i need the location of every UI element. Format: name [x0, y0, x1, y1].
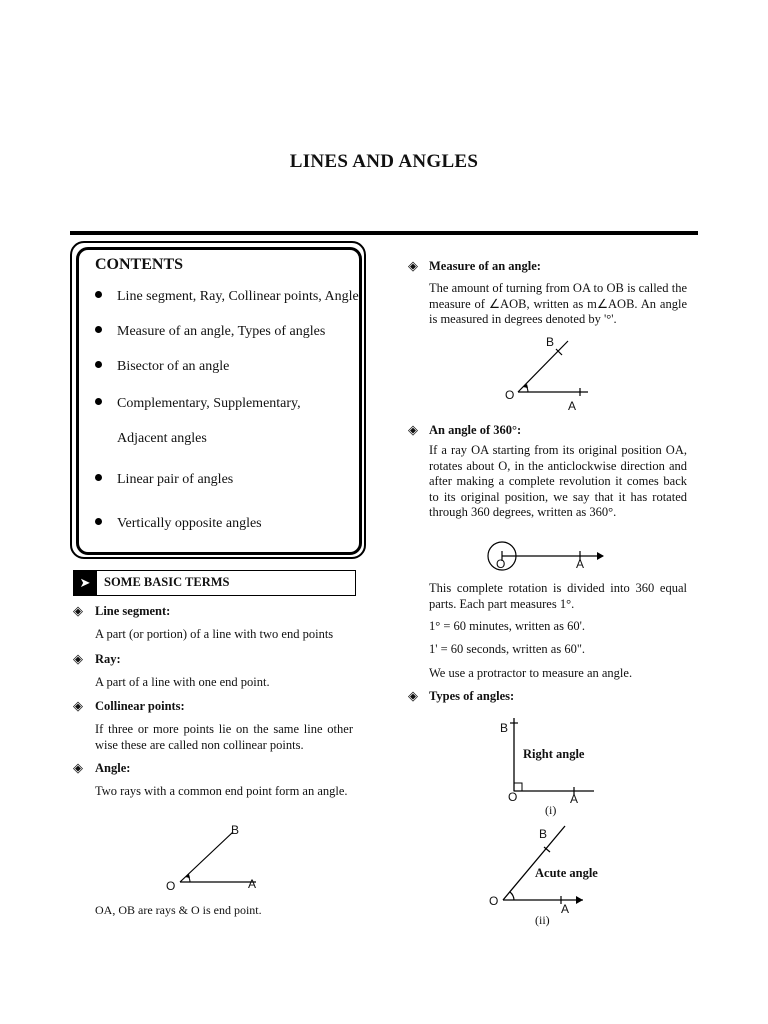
point-label-a: A: [248, 877, 257, 891]
point-label-b: B: [539, 827, 548, 841]
diamond-bullet-icon: ◈: [73, 698, 83, 713]
angle360-text: If a ray OA starting from its original position OA, rotates about O, in the anticlockwise direction and after making a complete revolution it comes back to its original position, we say that it has rotated through 360 degrees, written as 360°.: [429, 443, 687, 519]
point-label-b: B: [231, 823, 240, 837]
page-title: LINES AND ANGLES: [289, 151, 479, 172]
point-label-a: A: [561, 902, 570, 916]
acute-angle-label: Acute angle: [535, 866, 598, 880]
bullet-icon: [95, 326, 102, 333]
measure-heading: Measure of an angle:: [429, 259, 541, 273]
point-label-b: B: [546, 335, 555, 349]
contents-item: Complementary, Supplementary,: [95, 396, 301, 412]
point-label-o: O: [489, 894, 499, 908]
measure-angle-figure: [500, 335, 610, 405]
point-label-b: B: [500, 721, 509, 735]
measure-text: The amount of turning from OA to OB is called the measure of ∠AOB, written as m∠AOB. An angle is measured in degrees denoted by '°'.: [429, 281, 687, 326]
point-label-o: O: [508, 790, 518, 804]
term-line-segment-heading: Line segment:: [95, 604, 171, 618]
angle-figure-caption: OA, OB are rays & O is end point.: [95, 903, 262, 917]
contents-item: Line segment, Ray, Collinear points, Angle: [95, 289, 359, 305]
contents-item-continuation: Adjacent angles: [117, 431, 207, 446]
rotation-text: This complete rotation is divided into 360 equal parts. Each part measures 1°.: [429, 581, 687, 611]
section-heading: SOME BASIC TERMS: [104, 575, 230, 589]
types-heading: Types of angles:: [429, 689, 515, 703]
term-collinear-text: If three or more points lie on the same line other wise these are called non collinear points.: [95, 722, 353, 752]
bullet-icon: [95, 291, 102, 298]
contents-item: Measure of an angle, Types of angles: [95, 324, 325, 340]
arrow-icon: ➤: [73, 570, 97, 596]
acute-angle-caption: (ii): [535, 913, 550, 927]
term-line-segment-text: A part (or portion) of a line with two end points: [95, 627, 334, 641]
point-label-a: A: [576, 557, 585, 571]
contents-item: Vertically opposite angles: [95, 516, 262, 532]
bullet-icon: [95, 361, 102, 368]
protractor-text: We use a protractor to measure an angle.: [429, 666, 633, 680]
minutes-text: 1° = 60 minutes, written as 60'.: [429, 619, 585, 633]
point-label-o: O: [166, 879, 176, 893]
bullet-icon: [95, 398, 102, 405]
diamond-bullet-icon: ◈: [408, 422, 418, 437]
term-collinear-heading: Collinear points:: [95, 699, 185, 713]
term-angle-text: Two rays with a common end point form an angle.: [95, 784, 348, 798]
diamond-bullet-icon: ◈: [408, 258, 418, 273]
term-ray-text: A part of a line with one end point.: [95, 675, 270, 689]
right-angle-caption: (i): [545, 803, 557, 817]
contents-heading: CONTENTS: [95, 256, 184, 273]
title-rule: [70, 231, 698, 235]
right-angle-label: Right angle: [523, 747, 585, 761]
seconds-text: 1' = 60 seconds, written as 60".: [429, 642, 586, 656]
diamond-bullet-icon: ◈: [73, 760, 83, 775]
diamond-bullet-icon: ◈: [73, 651, 83, 666]
angle360-heading: An angle of 360°:: [429, 423, 522, 437]
diamond-bullet-icon: ◈: [73, 603, 83, 618]
point-label-a: A: [568, 399, 577, 413]
term-angle-heading: Angle:: [95, 761, 131, 775]
point-label-o: O: [505, 388, 515, 402]
diamond-bullet-icon: ◈: [408, 688, 418, 703]
bullet-icon: [95, 474, 102, 481]
point-label-o: O: [496, 557, 506, 571]
bullet-icon: [95, 518, 102, 525]
contents-item: Linear pair of angles: [95, 472, 233, 488]
contents-item: Bisector of an angle: [95, 359, 229, 375]
acute-angle-figure: [495, 822, 605, 907]
point-label-a: A: [570, 792, 579, 806]
term-ray-heading: Ray:: [95, 652, 121, 666]
